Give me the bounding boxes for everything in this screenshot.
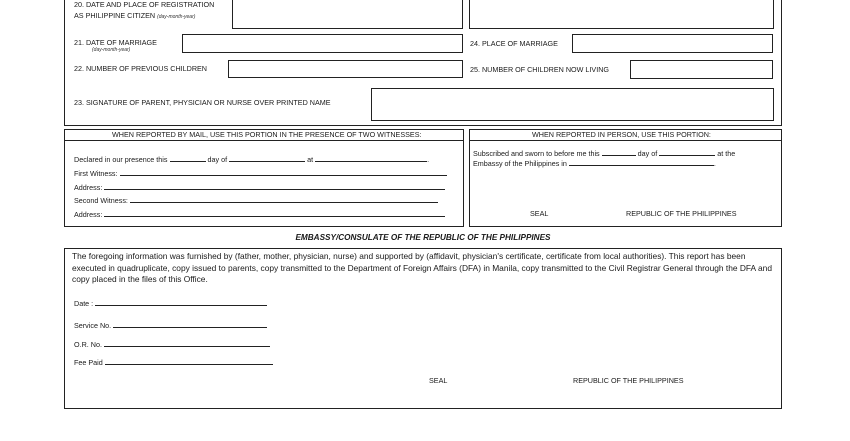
date-blank[interactable] — [95, 299, 267, 306]
marriage-place-label: 24. PLACE OF MARRIAGE — [470, 39, 558, 48]
registration-date-place-field[interactable] — [232, 0, 463, 29]
marriage-place-field[interactable] — [572, 34, 773, 53]
mail-section — [64, 129, 464, 227]
mail-section-heading-rule — [65, 140, 463, 141]
person-seal: SEAL — [530, 209, 549, 218]
sworn-day-blank[interactable] — [602, 149, 636, 156]
service-line — [74, 321, 267, 329]
first-witness-blank[interactable] — [120, 169, 447, 176]
date-line — [74, 299, 267, 307]
fee-blank[interactable] — [105, 358, 273, 365]
second-witness-label: Second Witness: — [74, 196, 128, 205]
marriage-date-field[interactable] — [182, 34, 463, 53]
person-section — [469, 129, 782, 227]
address2-line — [74, 210, 445, 218]
address2-label: Address: — [74, 210, 103, 219]
embassy-location-blank[interactable] — [569, 159, 714, 166]
declared-text-c: at — [307, 155, 314, 164]
marriage-date-label: 21. DATE OF MARRIAGE — [74, 38, 157, 47]
address2-blank[interactable] — [104, 210, 445, 217]
registration-place-field[interactable] — [469, 0, 774, 29]
declared-month-blank[interactable] — [229, 155, 305, 162]
children-living-field[interactable] — [630, 60, 773, 79]
registration-label-text: AS PHILIPPINE CITIZEN — [74, 11, 156, 20]
declared-day-blank[interactable] — [170, 155, 206, 162]
declared-line: Declared in our presence this day of at . — [74, 155, 430, 164]
sworn-line-1 — [473, 149, 735, 157]
embassy-title: EMBASSY/CONSULATE OF THE REPUBLIC OF THE PHILIPPINES — [295, 233, 551, 242]
date-label: Date : — [74, 299, 94, 308]
prev-children-label: 22. NUMBER OF PREVIOUS CHILDREN — [74, 64, 207, 73]
embassy-text: Embassy of the Philippines in — [473, 159, 567, 168]
registration-hint: (day-month-year) — [157, 14, 196, 20]
or-line — [74, 340, 270, 348]
children-living-label: 25. NUMBER OF CHILDREN NOW LIVING — [470, 65, 609, 74]
signature-field[interactable] — [371, 88, 774, 121]
sworn-text-a: Subscribed and sworn to before me this — [473, 149, 600, 158]
embassy-paragraph: The foregoing information was furnished by (father, mother, physician, nurse) and supported by (affidavit, physician's certificate, certificate from local authorities). This report has been executed in quadruplicate, copy issued to parents, copy transmitted to the Department of Foreign Affairs (DFA) in Manila, copy transmitted to the Civil Registrar General through the DFA and copy placed in the files of this Office. — [72, 251, 772, 284]
fee-label: Fee Paid — [74, 358, 103, 367]
sworn-text-b: day of — [637, 149, 658, 158]
second-witness-blank[interactable] — [130, 196, 438, 203]
service-blank[interactable] — [113, 321, 267, 328]
sworn-line-2: Embassy of the Philippines in . — [473, 159, 716, 168]
embassy-section — [64, 248, 782, 409]
person-republic: REPUBLIC OF THE PHILIPPINES — [626, 209, 737, 218]
first-witness-line — [74, 169, 447, 177]
declared-place-blank[interactable] — [315, 155, 427, 162]
prev-children-field[interactable] — [228, 60, 463, 78]
registration-label-line1: 20. DATE AND PLACE OF REGISTRATION — [74, 0, 215, 9]
person-section-heading: WHEN REPORTED IN PERSON, USE THIS PORTION: — [532, 130, 711, 139]
declared-text-b: day of — [207, 155, 228, 164]
mail-section-heading: WHEN REPORTED BY MAIL, USE THIS PORTION IN THE PRESENCE OF TWO WITNESSES: — [112, 130, 422, 139]
fee-line — [74, 358, 273, 366]
sworn-month-blank[interactable] — [659, 149, 715, 156]
first-witness-label: First Witness: — [74, 169, 118, 178]
embassy-seal: SEAL — [429, 376, 448, 385]
address1-line — [74, 183, 445, 191]
sworn-text-c: at the — [717, 149, 736, 158]
marriage-date-hint: (day-month-year) — [92, 47, 131, 53]
embassy-republic: REPUBLIC OF THE PHILIPPINES — [573, 376, 684, 385]
or-label: O.R. No. — [74, 340, 102, 349]
signature-label: 23. SIGNATURE OF PARENT, PHYSICIAN OR NURSE OVER PRINTED NAME — [74, 98, 331, 107]
address1-blank[interactable] — [104, 183, 445, 190]
address1-label: Address: — [74, 183, 103, 192]
or-blank[interactable] — [104, 340, 270, 347]
registration-label-line2 — [74, 12, 195, 20]
declared-text-a: Declared in our presence this — [74, 155, 168, 164]
service-label: Service No. — [74, 321, 112, 330]
second-witness-line — [74, 196, 438, 204]
person-section-heading-rule — [470, 140, 781, 141]
